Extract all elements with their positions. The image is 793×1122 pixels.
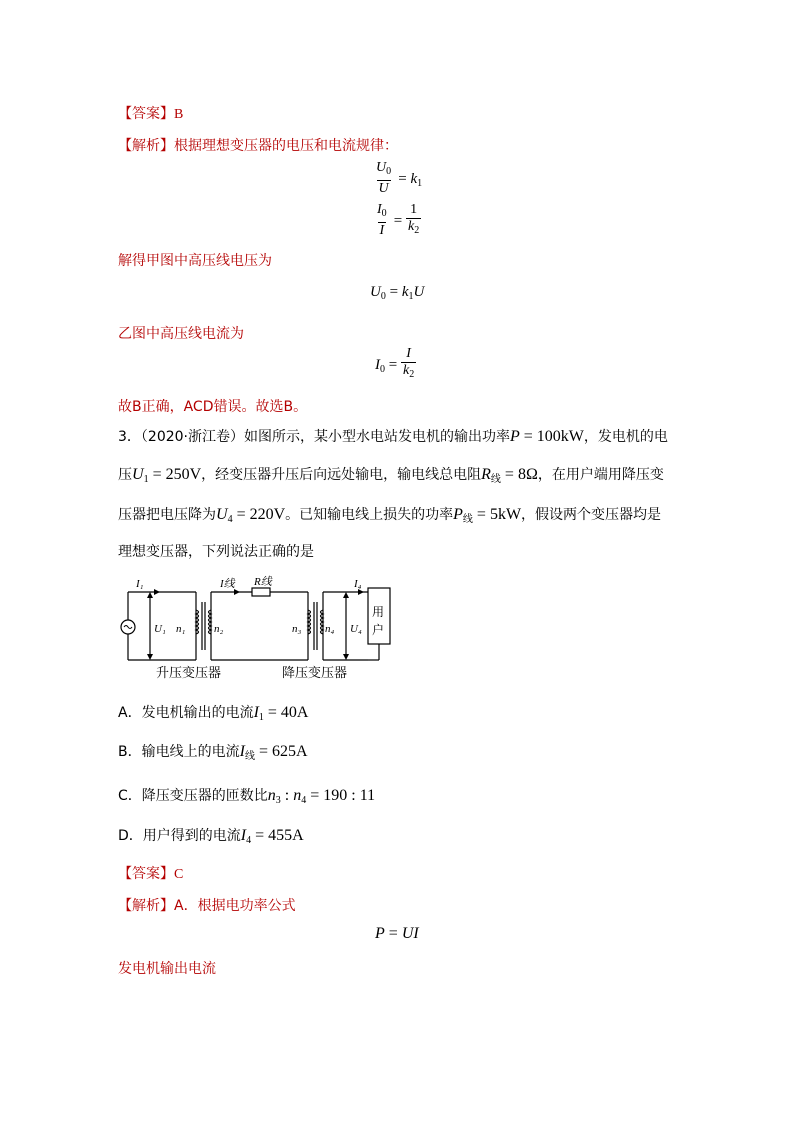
- question-line-2: 压$U_1 = 250V$，经变压器升压后向远处输电，输电线总电阻$R_线 = 8\Omega$，在用户端用降压变: [118, 466, 664, 485]
- option-b: B．输电线上的电流$I_线 = 625A$: [118, 743, 308, 762]
- answer-line-2: [118, 863, 183, 883]
- question-line-4: 理想变压器，下列说法正确的是: [118, 544, 314, 560]
- analysis-label: 【解析】: [118, 138, 174, 154]
- question-line-1: 3．（2020·浙江卷）如图所示，某小型水电站发电机的输出功率P = 100kW，发电机的电: [118, 428, 668, 445]
- option-d: D．用户得到的电流$I_4 = 455A$: [118, 827, 304, 846]
- answer-line: [118, 103, 183, 123]
- equation-i0: $I_0$ = $\frac{I}{k_2}$: [375, 346, 416, 383]
- option-a: A．发电机输出的电流$I_1 = 40A$: [118, 704, 309, 723]
- label-u4: U₄: [350, 623, 362, 635]
- equation-voltage-ratio: $\frac{U_0}{U}$ = $k_1$: [376, 160, 423, 196]
- last-line: 发电机输出电流: [118, 961, 216, 977]
- option-c: C．降压变压器的匝数比$n_3$ : $n_4 = 190$ : 11: [118, 787, 376, 806]
- label-i4: I₄: [354, 578, 362, 590]
- label-user: 用: [372, 605, 385, 619]
- analysis-text: 根据理想变压器的电压和电流规律：: [174, 138, 398, 154]
- analysis-label-2: 【解析】: [118, 898, 174, 914]
- label-iline: I线: [220, 578, 235, 590]
- label-n3: n₃: [292, 623, 302, 635]
- answer-label-2: 【答案】: [118, 866, 174, 882]
- circuit-diagram: [116, 574, 396, 684]
- text-jia: 解得甲图中高压线电压为: [118, 253, 272, 269]
- answer-value-2: C: [174, 867, 184, 882]
- label-i1: I₁: [136, 578, 144, 590]
- equation-power: P = UI: [375, 925, 419, 942]
- label-n2: n₂: [214, 623, 224, 635]
- text-yi: 乙图中高压线电流为: [118, 326, 244, 342]
- label-step-up: 升压变压器: [156, 666, 222, 681]
- analysis-text-2: A．根据电功率公式: [174, 898, 296, 914]
- equation-current-ratio: $\frac{I_0}{I}$ = $\frac{1}{k_2}$: [377, 202, 420, 238]
- analysis-line-2: [118, 895, 296, 915]
- equation-u0: $U_0 = k_1U$: [370, 284, 425, 302]
- label-step-down: 降压变压器: [282, 666, 348, 681]
- conclusion-1: 故B正确，ACD错误。故选B。: [118, 399, 308, 415]
- label-n1: n₁: [176, 623, 186, 635]
- label-rline: R线: [254, 576, 272, 588]
- answer-label: 【答案】: [118, 106, 174, 122]
- label-user-2: 户: [372, 623, 385, 637]
- question-line-3: 压器把电压降为$U_4 = 220V$。已知输电线上损失的功率$P_线 = 5kW$，假设两个变压器均是: [118, 506, 662, 525]
- analysis-line: [118, 135, 398, 155]
- label-u1: U₁: [154, 623, 166, 635]
- label-n4: n₄: [325, 623, 335, 635]
- answer-value: B: [174, 107, 184, 122]
